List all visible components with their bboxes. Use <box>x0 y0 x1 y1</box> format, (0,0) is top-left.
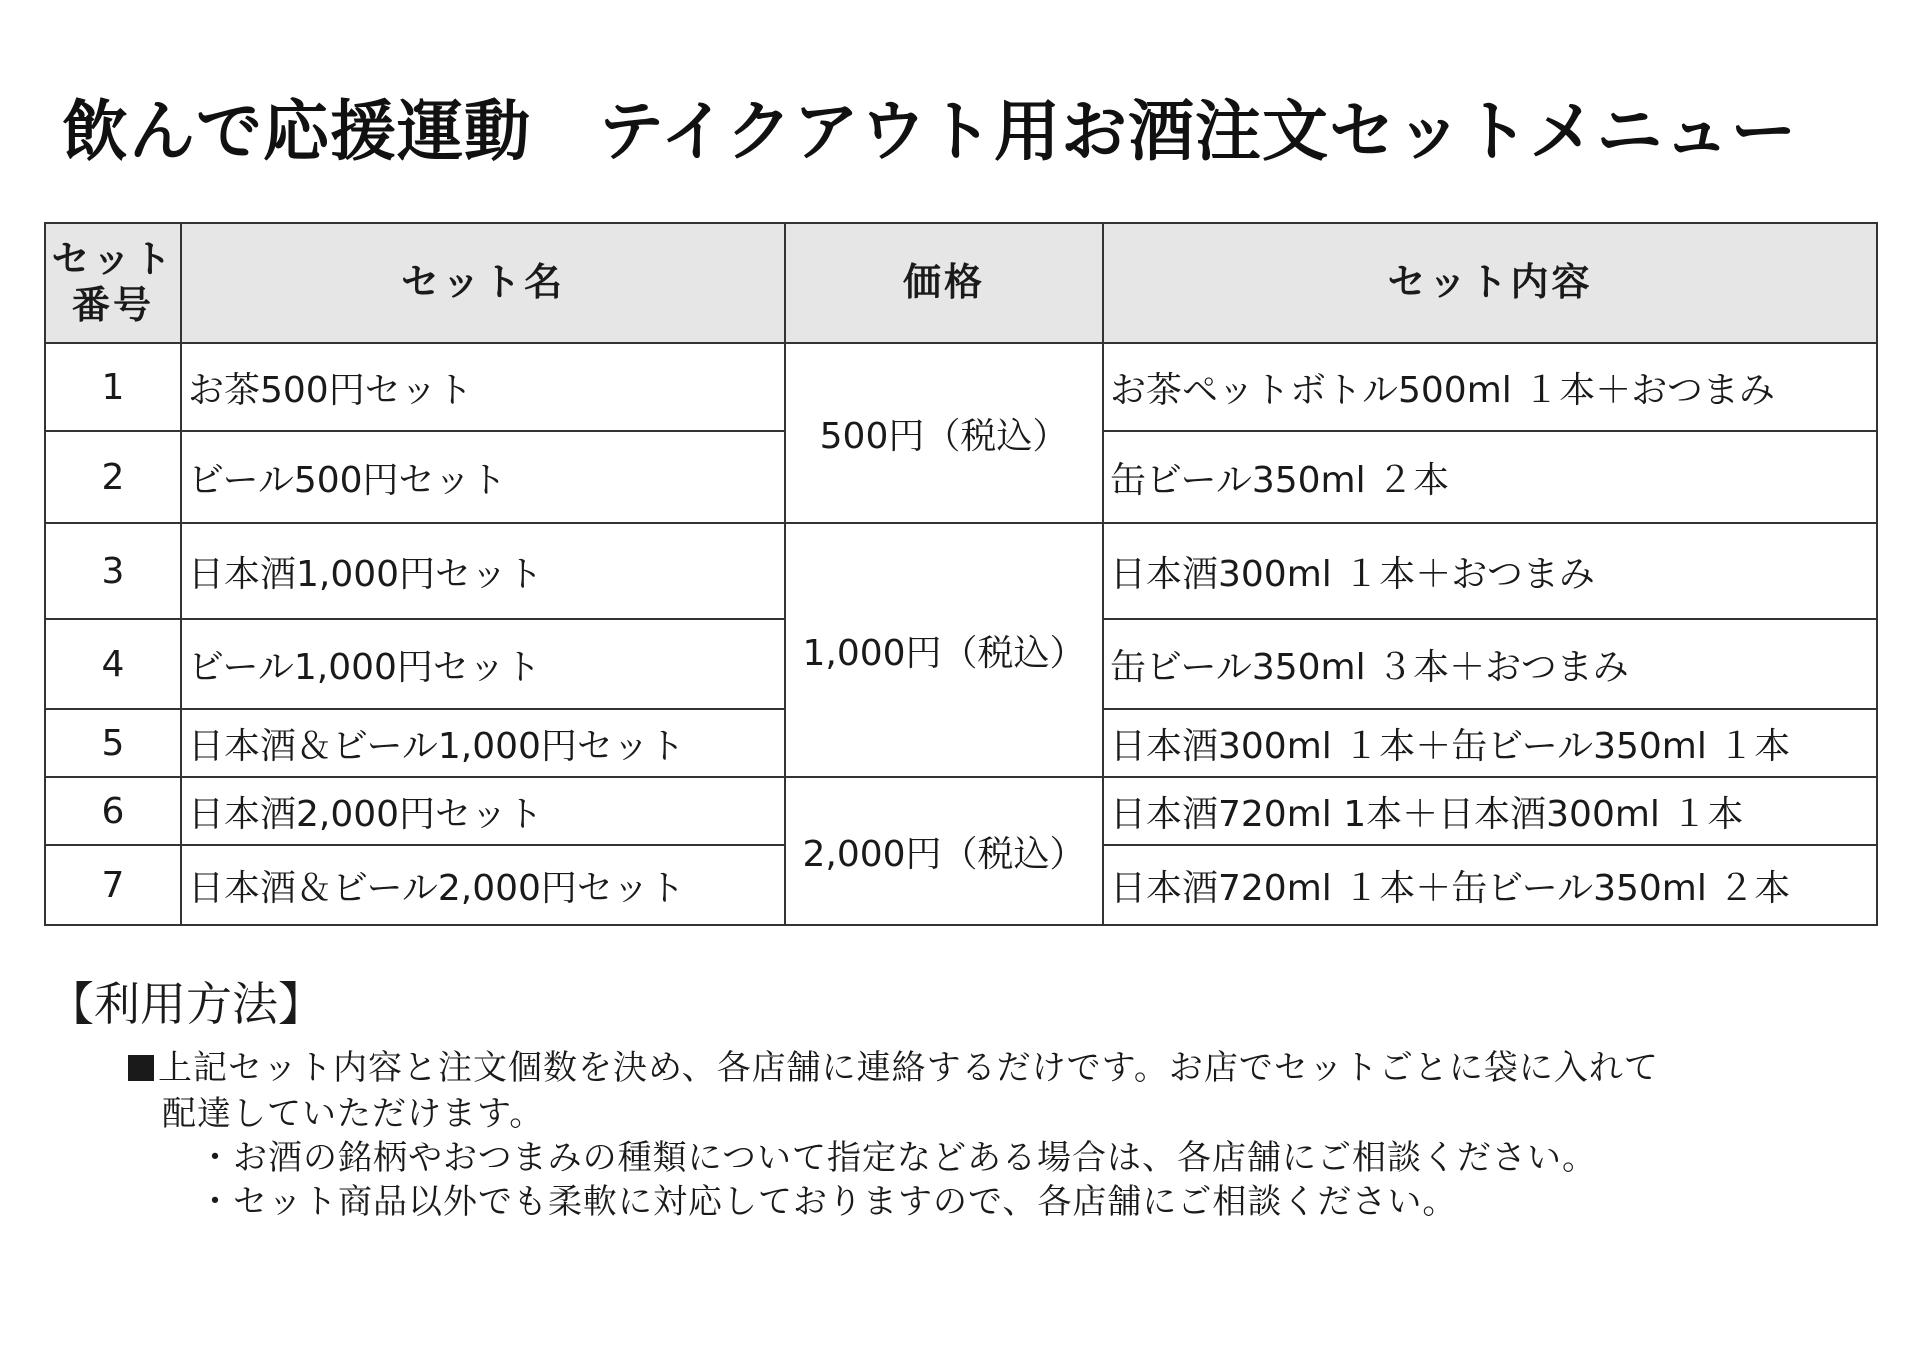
set-number-cell: 7 <box>45 845 181 925</box>
set-contents-cell: 缶ビール350ml ３本＋おつまみ <box>1103 619 1877 709</box>
table-row <box>45 523 1877 619</box>
set-name-cell: ビール1,000円セット <box>181 619 785 709</box>
header-set-contents: セット内容 <box>1103 223 1877 343</box>
header-set-number: セット 番号 <box>45 223 181 343</box>
set-name-cell: 日本酒2,000円セット <box>181 777 785 845</box>
set-contents-cell: 日本酒720ml １本＋缶ビール350ml ２本 <box>1103 845 1877 925</box>
price-cell: 500円（税込） <box>785 343 1103 523</box>
table-row <box>45 777 1877 845</box>
set-name-cell: 日本酒＆ビール1,000円セット <box>181 709 785 777</box>
usage-heading: 【利用方法】 <box>48 977 324 1031</box>
header-set-name: セット名 <box>181 223 785 343</box>
set-menu-table <box>44 222 1878 926</box>
set-number-cell: 4 <box>45 619 181 709</box>
price-cell: 1,000円（税込） <box>785 523 1103 777</box>
usage-line-1 <box>128 1040 1659 1089</box>
usage-note-1: ・お酒の銘柄やおつまみの種類について指定などある場合は、各店舗にご相談ください。 <box>198 1138 1597 1178</box>
set-number-cell: 1 <box>45 343 181 431</box>
set-number-cell: 6 <box>45 777 181 845</box>
set-name-cell: ビール500円セット <box>181 431 785 523</box>
set-name-cell: 日本酒1,000円セット <box>181 523 785 619</box>
header-price: 価格 <box>785 223 1103 343</box>
set-number-cell: 5 <box>45 709 181 777</box>
set-number-cell: 3 <box>45 523 181 619</box>
usage-note-2: ・セット商品以外でも柔軟に対応しておりますので、各店舗にご相談ください。 <box>198 1182 1458 1222</box>
page-title: 飲んで応援運動 テイクアウト用お酒注文セットメニュー <box>62 93 1798 170</box>
square-bullet-icon <box>128 1055 154 1081</box>
price-cell: 2,000円（税込） <box>785 777 1103 925</box>
set-contents-cell: 缶ビール350ml ２本 <box>1103 431 1877 523</box>
usage-line-2: 配達していただけます。 <box>162 1094 545 1134</box>
set-name-cell: お茶500円セット <box>181 343 785 431</box>
set-contents-cell: 日本酒300ml １本＋缶ビール350ml １本 <box>1103 709 1877 777</box>
set-name-cell: 日本酒＆ビール2,000円セット <box>181 845 785 925</box>
set-number-cell: 2 <box>45 431 181 523</box>
set-contents-cell: お茶ペットボトル500ml １本＋おつまみ <box>1103 343 1877 431</box>
set-contents-cell: 日本酒720ml 1本＋日本酒300ml １本 <box>1103 777 1877 845</box>
table-header-row <box>45 223 1877 343</box>
table-row <box>45 343 1877 431</box>
usage-line-1-text: 上記セット内容と注文個数を決め、各店舗に連絡するだけです。お店でセットごとに袋に入れて <box>158 1048 1659 1088</box>
set-contents-cell: 日本酒300ml １本＋おつまみ <box>1103 523 1877 619</box>
